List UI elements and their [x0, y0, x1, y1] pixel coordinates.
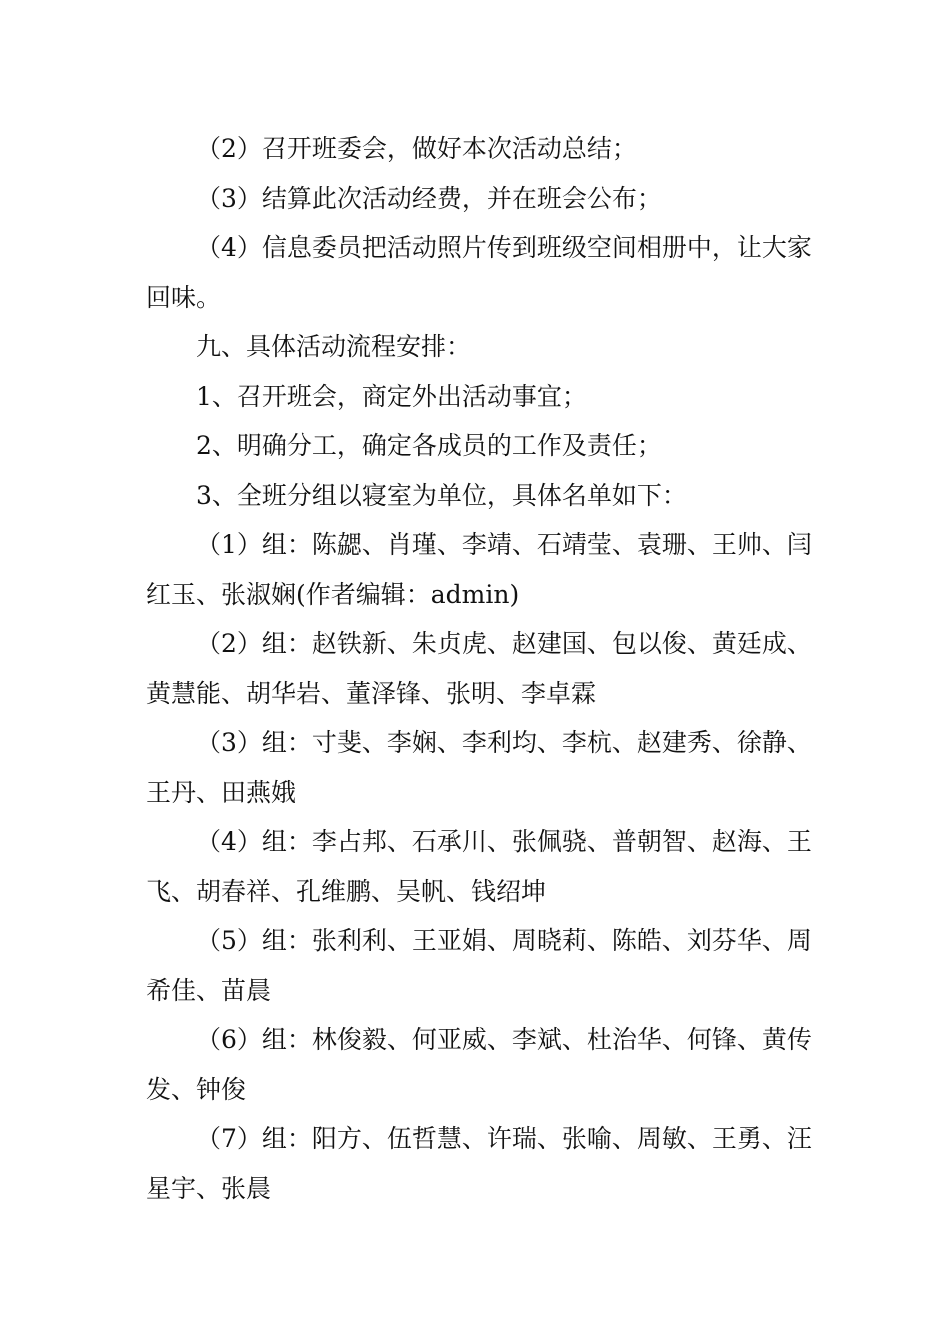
group-list-item-3: （3）组：寸斐、李娴、李利均、李杭、赵建秀、徐静、王丹、田燕娥 — [146, 728, 812, 807]
group-list-item-7: （7）组：阳方、伍哲慧、许瑞、张喻、周敏、王勇、汪星宇、张晨 — [146, 1124, 812, 1203]
paragraph-step-1: 1、召开班会，商定外出活动事宜； — [196, 381, 587, 411]
section-heading-activity-flow: 九、具体活动流程安排： — [196, 332, 472, 361]
paragraph-expense-settlement: （3）结算此次活动经费，并在班会公布； — [196, 183, 662, 213]
group-list-item-1: （1）组：陈勰、肖瑾、李靖、石靖莹、袁珊、王帅、闫红玉、张淑娴(作者编辑：admin) — [146, 530, 812, 609]
paragraph-step-2: 2、明确分工，确定各成员的工作及责任； — [196, 431, 662, 460]
group-list-item-6: （6）组：林俊毅、何亚威、李斌、杜治华、何锋、黄传发、钟俊 — [146, 1025, 812, 1104]
paragraph-step-3: 3、全班分组以寝室为单位，具体名单如下： — [196, 480, 687, 510]
paragraph-summary-meeting: （2）召开班委会，做好本次活动总结； — [196, 134, 637, 163]
group-list-item-2: （2）组：赵铁新、朱贞虎、赵建国、包以俊、黄廷成、黄慧能、胡华岩、董泽锋、张明、李卓霖 — [146, 629, 812, 708]
group-list-item-5: （5）组：张利利、王亚娟、周晓莉、陈皓、刘芬华、周希佳、苗晨 — [146, 926, 812, 1005]
document-body — [146, 124, 830, 1213]
group-list-item-4: （4）组：李占邦、石承川、张佩骁、普朝智、赵海、王飞、胡春祥、孔维鹏、吴帆、钱绍坤 — [146, 827, 812, 906]
paragraph-photo-upload: （4）信息委员把活动照片传到班级空间相册中，让大家回味。 — [146, 233, 812, 312]
